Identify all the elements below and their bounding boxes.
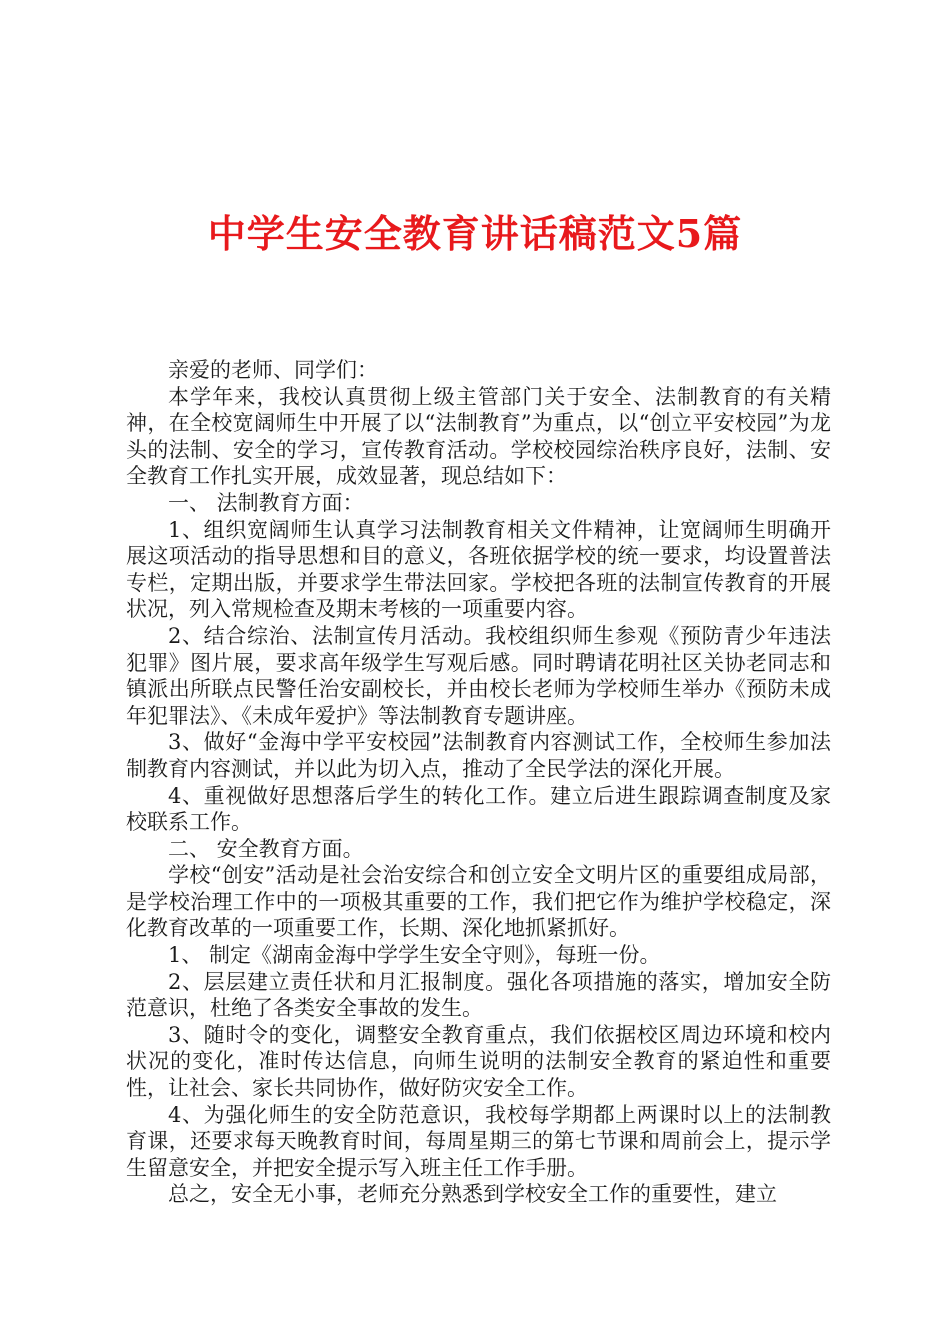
- safety-intro-paragraph: 学校“创安”活动是社会治安综合和创立安全文明片区的重要组成局部，是学校治理工作中的一项极其重要的工作，我们把它作为维护学校稳定，深化教育改革的一项重要工作，长期、深化地抓紧抓好。: [126, 863, 831, 941]
- legal-item-4: 4、重视做好思想落后学生的转化工作。建立后进生跟踪调查制度及家校联系工作。: [126, 783, 831, 835]
- document-title: 中学生安全教育讲话稿范文5篇: [207, 211, 743, 256]
- legal-item-3: 3、做好“金海中学平安校园”法制教育内容测试工作，全校师生参加法制教育内容测试，并以此为切入点，推动了全民学法的深化开展。: [126, 730, 831, 781]
- safety-item-2: 2、层层建立责任状和月汇报制度。强化各项措施的落实，增加安全防范意识，杜绝了各类安全事故的发生。: [126, 969, 831, 1021]
- conclusion-paragraph: 总之，安全无小事，老师充分熟悉到学校安全工作的重要性，建立: [168, 1182, 777, 1207]
- legal-item-2: 2、结合综治、法制宣传月活动。我校组织师生参观《预防青少年违法犯罪》图片展，要求高年级学生写观后感。同时聘请花明社区关协老同志和镇派出所联点民警任治安副校长，并由校长老师为学校师生举办《预防未成年犯罪法》、《未成年爱护》等法制教育专题讲座。: [126, 623, 831, 728]
- intro-paragraph: 本学年来，我校认真贯彻上级主管部门关于安全、法制教育的有关精神，在全校宽阔师生中开展了以“法制教育”为重点，以“创立平安校园”为龙头的法制、安全的学习，宣传教育活动。学校校园综治秩序良好，法制、安全教育工作扎实开展，成效显著，现总结如下：: [126, 384, 831, 489]
- section-heading-safety: 二、 安全教育方面。: [168, 836, 364, 861]
- section-heading-legal: 一、 法制教育方面：: [168, 490, 364, 515]
- legal-item-1: 1、组织宽阔师生认真学习法制教育相关文件精神，让宽阔师生明确开展这项活动的指导思想和目的意义，各班依据学校的统一要求，均设置普法专栏，定期出版，并要求学生带法回家。学校把各班的法制宣传教育的开展状况，列入常规检查及期末考核的一项重要内容。: [126, 517, 831, 622]
- document-body: [126, 357, 831, 1208]
- safety-item-4: 4、为强化师生的安全防范意识，我校每学期都上两课时以上的法制教育课，还要求每天晚教育时间，每周星期三的第七节课和周前会上，提示学生留意安全，并把安全提示写入班主任工作手册。: [126, 1102, 831, 1180]
- safety-item-3: 3、随时令的变化，调整安全教育重点，我们依据校区周边环境和校内状况的变化，准时传达信息，向师生说明的法制安全教育的紧迫性和重要性，让社会、家长共同协作，做好防灾安全工作。: [126, 1022, 831, 1101]
- safety-item-1: 1、 制定《湖南金海中学学生安全守则》，每班一份。: [168, 943, 661, 968]
- salutation: 亲爱的老师、同学们：: [168, 358, 378, 382]
